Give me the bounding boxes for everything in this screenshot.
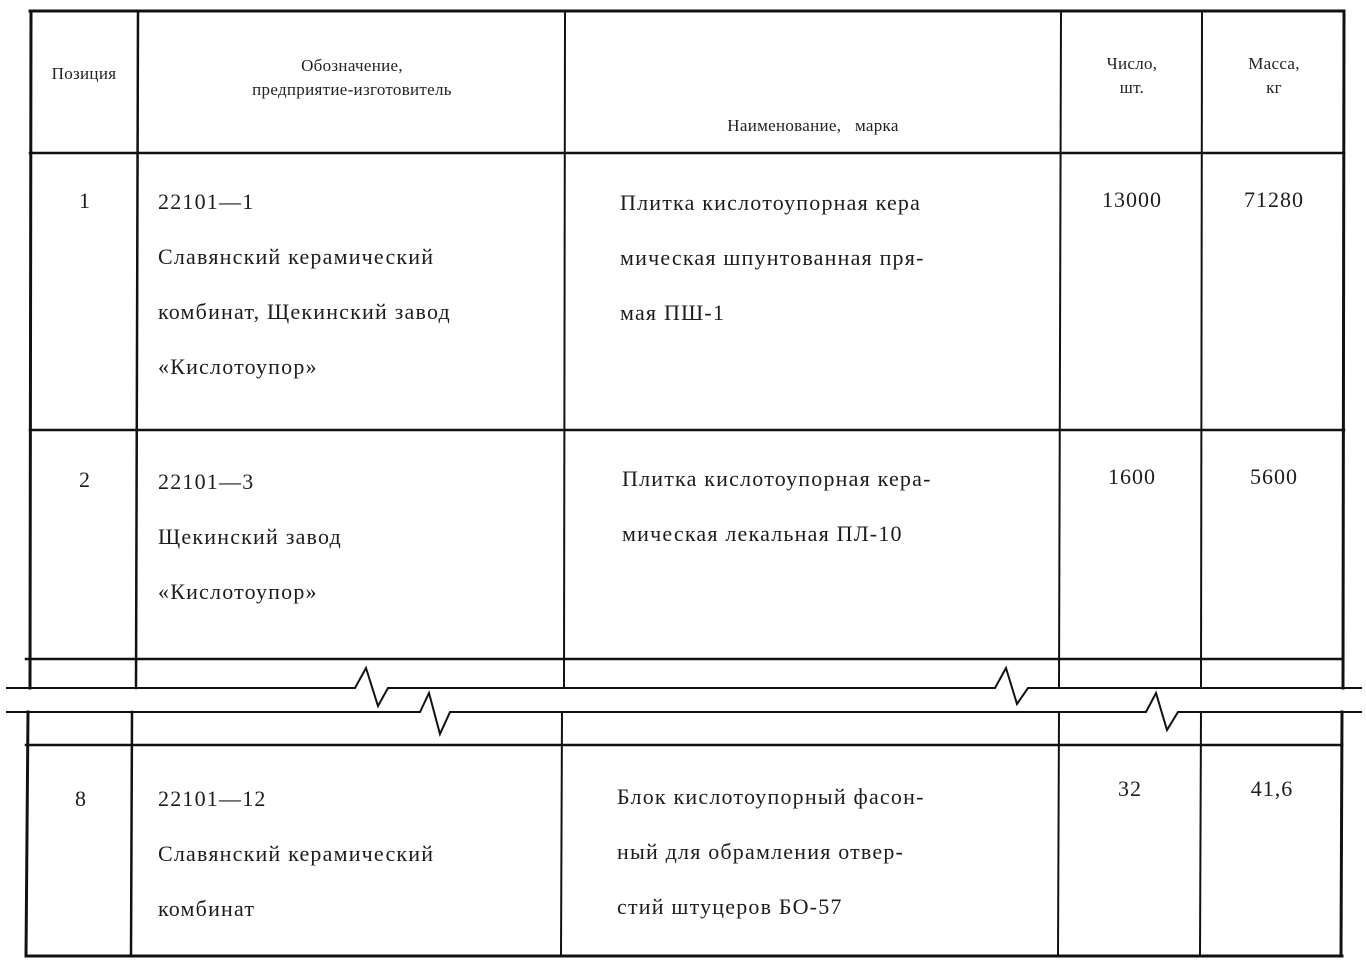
row-2-designation: 22101—3 Щекинский завод «Кислотоупор» — [158, 469, 342, 604]
row-8-designation: 22101—12 Славянский керамический комбинат — [158, 786, 435, 921]
row-2-name: Плитка кислотоупорная кера- мическая лекальная ПЛ-10 — [622, 466, 932, 546]
row-8-mass: 41,6 — [1250, 776, 1294, 801]
row-8-position: 8 — [75, 786, 87, 811]
row-1-designation: 22101—1 Славянский керамический комбинат, Щекинский завод «Кислотоупор» — [158, 189, 451, 379]
row-2-mass: 5600 — [1250, 464, 1298, 489]
header-designation: Обозначение, предприятие-изготовитель — [252, 56, 452, 99]
row-1-mass: 71280 — [1244, 187, 1304, 212]
row-8-count: 32 — [1118, 776, 1142, 801]
header-name: Наименование, марка — [727, 116, 899, 135]
row-1-position: 1 — [79, 188, 91, 213]
header-position: Позиция — [51, 64, 117, 83]
break-line-lower — [6, 693, 1362, 734]
row-8-name: Блок кислотоупорный фасон- ный для обрамления отвер- стий штуцеров БО-57 — [617, 784, 925, 919]
header-count: Число, шт. — [1106, 54, 1158, 97]
row-1-name: Плитка кислотоупорная кера мическая шпунтованная пря- мая ПШ-1 — [620, 190, 925, 325]
row-2-position: 2 — [79, 467, 91, 492]
header-mass: Масса, кг — [1248, 54, 1300, 97]
row-2-count: 1600 — [1108, 464, 1156, 489]
row-1-count: 13000 — [1102, 187, 1162, 212]
